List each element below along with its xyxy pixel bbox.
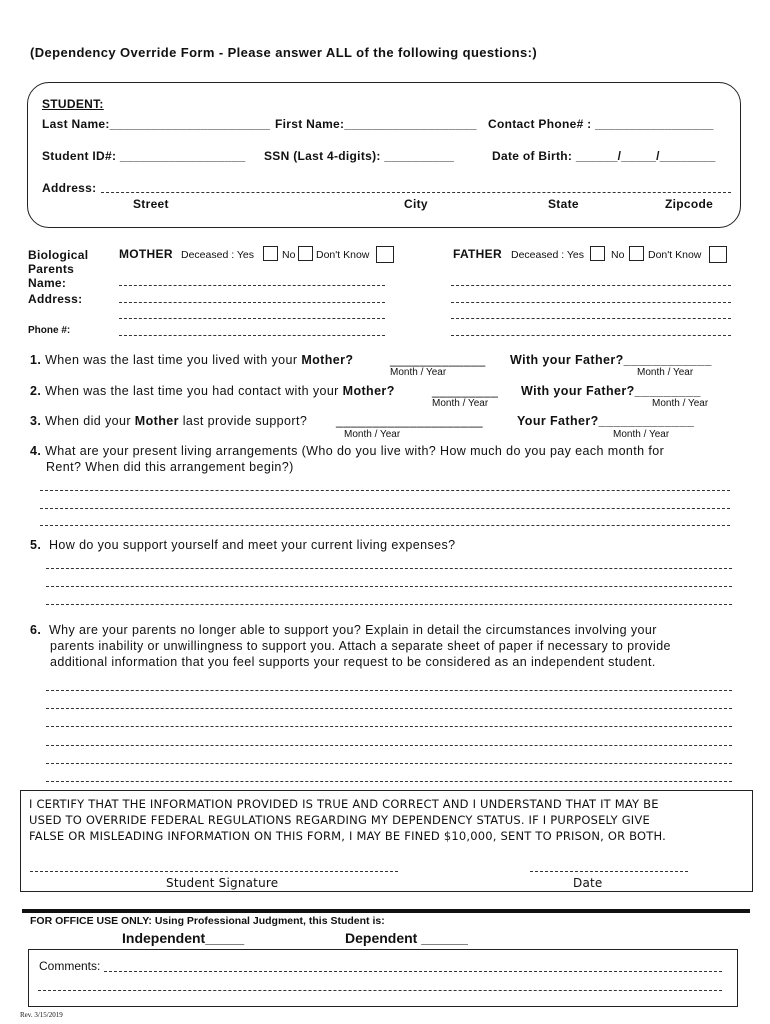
student-signature-label: Student Signature — [166, 876, 279, 890]
mother-deceased-no-label: No — [282, 249, 296, 261]
q6-line-1: Why are your parents no longer able to support you? Explain in detail the circumstances involving your — [48, 623, 657, 637]
q4-line-2: Rent? When did this arrangement begin?) — [46, 460, 294, 474]
last-name-field[interactable]: Last Name:_______________________ — [42, 117, 271, 131]
q1-father-month-year: Month / Year — [637, 367, 694, 378]
q3-father-month-year: Month / Year — [613, 429, 670, 440]
comments-label: Comments: — [39, 959, 101, 973]
dependent-option[interactable]: Dependent ______ — [345, 930, 468, 946]
father-deceased-no-checkbox[interactable] — [629, 246, 644, 261]
q3-number: 3. — [30, 414, 42, 428]
q1-text: When was the last time you lived with your — [45, 353, 298, 367]
mother-dont-know-label: Don't Know — [316, 249, 370, 261]
q6-number: 6. — [30, 623, 42, 637]
q2-text: When was the last time you had contact with your — [45, 384, 339, 398]
question-3 — [30, 414, 307, 428]
question-6 — [30, 623, 657, 637]
certification-line-2: USED TO OVERRIDE FEDERAL REGULATIONS REGARDING MY DEPENDENCY STATUS. IF I PURPOSELY GIVE — [29, 813, 650, 827]
q2-number: 2. — [30, 384, 42, 398]
father-address-line-2[interactable] — [451, 318, 731, 319]
name-label: Name: — [28, 276, 67, 290]
address-input-line[interactable] — [101, 192, 731, 193]
q3-father-field[interactable]: Your Father?_____________ — [517, 414, 695, 428]
phone-label: Phone #: — [28, 325, 71, 336]
father-dont-know-checkbox[interactable] — [709, 246, 727, 263]
revision-date: Rev. 3/15/2019 — [20, 1011, 63, 1019]
mother-dont-know-checkbox[interactable] — [376, 246, 394, 263]
q6-line-3: additional information that you feel supports your request to be considered as an independent student. — [50, 655, 656, 669]
q6-answer-line-4[interactable] — [46, 745, 732, 746]
address-label: Address: — [42, 181, 97, 195]
q3-mother-month-year: Month / Year — [344, 429, 401, 440]
q1-mother: Mother? — [301, 353, 354, 367]
q3-text-a: When did your — [45, 414, 131, 428]
q2-mother-month-year: Month / Year — [432, 398, 489, 409]
parents-label: Parents — [28, 262, 75, 276]
mother-address-line-1[interactable] — [119, 302, 385, 303]
mother-deceased-yes-checkbox[interactable] — [263, 246, 278, 261]
q4-number: 4. — [30, 444, 42, 458]
father-deceased-yes-label: Deceased : Yes — [511, 249, 584, 261]
q5-answer-line-2[interactable] — [46, 586, 732, 587]
mother-deceased-yes-label: Deceased : Yes — [181, 249, 254, 261]
office-divider — [22, 909, 750, 913]
biological-label: Biological — [28, 248, 89, 262]
zipcode-label: Zipcode — [665, 197, 714, 211]
q4-answer-line-1[interactable] — [40, 490, 730, 491]
q2-mother: Mother? — [342, 384, 395, 398]
q2-father-field[interactable]: With your Father?_________ — [521, 384, 701, 398]
q1-father-field[interactable]: With your Father?____________ — [510, 353, 712, 367]
first-name-field[interactable]: First Name:___________________ — [275, 117, 477, 131]
form-title: (Dependency Override Form - Please answer ALL of the following questions:) — [30, 45, 538, 60]
parents-address-label: Address: — [28, 292, 83, 306]
date-line[interactable] — [530, 871, 688, 872]
q5-answer-line-1[interactable] — [46, 568, 732, 569]
date-label: Date — [573, 876, 603, 890]
q4-line-1: What are your present living arrangements (Who do you live with? How much do you pay each month for — [45, 444, 665, 458]
father-deceased-yes-checkbox[interactable] — [590, 246, 605, 261]
father-phone-line[interactable] — [451, 335, 731, 336]
q1-number: 1. — [30, 353, 42, 367]
father-label: FATHER — [453, 247, 502, 261]
certification-line-1: I CERTIFY THAT THE INFORMATION PROVIDED IS TRUE AND CORRECT AND I UNDERSTAND THAT IT MAY BE — [29, 797, 659, 811]
mother-address-line-2[interactable] — [119, 318, 385, 319]
ssn-field[interactable] — [264, 149, 454, 163]
state-label: State — [548, 197, 579, 211]
question-4 — [30, 444, 664, 458]
q2-mother-blank[interactable]: _________ — [432, 384, 499, 398]
q5-text: How do you support yourself and meet your current living expenses? — [48, 538, 456, 552]
mother-deceased-no-checkbox[interactable] — [298, 246, 313, 261]
ssn-bold-label: Last 4-digits — [297, 149, 373, 163]
q4-answer-line-2[interactable] — [40, 508, 730, 509]
q4-answer-line-3[interactable] — [40, 525, 730, 526]
comments-line-1[interactable] — [104, 971, 722, 972]
independent-option[interactable]: Independent_____ — [122, 930, 245, 946]
comments-box — [28, 949, 738, 1007]
comments-line-2[interactable] — [38, 990, 722, 991]
father-name-line[interactable] — [451, 285, 731, 286]
question-5 — [30, 538, 455, 552]
mother-phone-line[interactable] — [119, 335, 385, 336]
q5-number: 5. — [30, 538, 42, 552]
mother-label: MOTHER — [119, 247, 173, 261]
certification-line-3: FALSE OR MISLEADING INFORMATION ON THIS FORM, I MAY BE FINED $10,000, SENT TO PRISON, OR BOTH. — [29, 829, 667, 843]
student-id-field[interactable]: Student ID#: __________________ — [42, 149, 246, 163]
q6-answer-line-3[interactable] — [46, 726, 732, 727]
mother-name-line[interactable] — [119, 285, 385, 286]
question-1 — [30, 353, 353, 367]
q6-answer-line-2[interactable] — [46, 708, 732, 709]
ssn-suffix: ): __________ — [372, 149, 455, 163]
q6-answer-line-5[interactable] — [46, 763, 732, 764]
signature-line[interactable] — [30, 871, 398, 872]
father-address-line-1[interactable] — [451, 302, 731, 303]
office-use-title: FOR OFFICE USE ONLY: Using Professional Judgment, this Student is: — [30, 915, 385, 927]
q1-mother-month-year: Month / Year — [390, 367, 447, 378]
father-dont-know-label: Don't Know — [648, 249, 702, 261]
date-of-birth-field[interactable]: Date of Birth: ______/_____/________ — [492, 149, 716, 163]
q6-line-2: parents inability or unwillingness to support you. Attach a separate sheet of paper if necessary to provide — [50, 639, 671, 653]
city-label: City — [404, 197, 428, 211]
q6-answer-line-1[interactable] — [46, 690, 732, 691]
student-section-label: STUDENT: — [42, 97, 104, 111]
q2-father-month-year: Month / Year — [652, 398, 709, 409]
q1-mother-blank[interactable]: _____________ — [390, 353, 486, 367]
q6-answer-line-6[interactable] — [46, 781, 732, 782]
father-deceased-no-label: No — [611, 249, 625, 261]
contact-phone-field[interactable]: Contact Phone# : _________________ — [488, 117, 714, 131]
ssn-prefix: SSN ( — [264, 149, 298, 163]
q3-mother: Mother — [134, 414, 179, 428]
q3-text-b: last provide support? — [182, 414, 308, 428]
q5-answer-line-3[interactable] — [46, 604, 732, 605]
street-label: Street — [133, 197, 169, 211]
question-2 — [30, 384, 395, 398]
q3-mother-blank[interactable]: ____________________ — [336, 414, 484, 428]
